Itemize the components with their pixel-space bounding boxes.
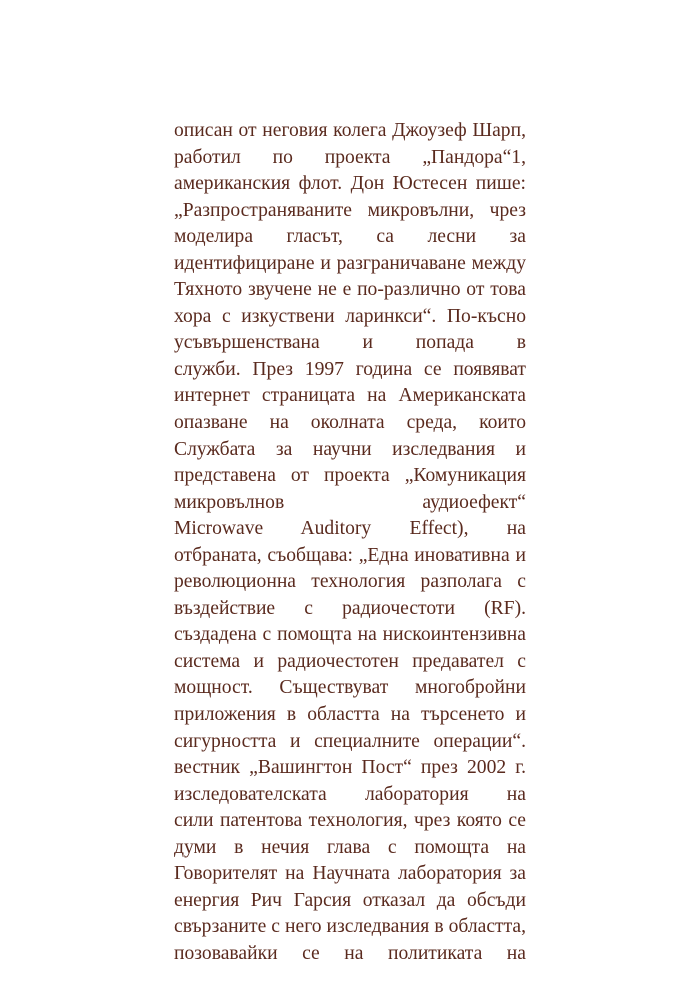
text-line: енергия Рич Гарсия отказал да обсъди (174, 889, 526, 911)
text-line: „Разпространяваните микровълни, чрез (174, 199, 526, 221)
text-line: свързаните с него изследвания в областта, (174, 916, 526, 938)
text-line: интернет страницата на Американската (174, 385, 526, 407)
text-line: усъвършенствана и попада в (174, 332, 526, 354)
text-line: Говорителят на Научната лаборатория за (174, 863, 526, 885)
text-line: моделира гласът, са лесни за (174, 226, 526, 248)
text-line: описан от неговия колега Джоузеф Шарп, (174, 120, 526, 141)
text-line: система и радиочестотен предавател с (174, 650, 526, 672)
text-line: работил по проекта „Пандора“1, (174, 146, 526, 168)
body-text (174, 118, 526, 968)
text-line: микровълнов аудиоефект“ (174, 491, 526, 513)
text-line: отбраната, съобщава: „Една иновативна и (174, 544, 526, 566)
text-line: сили патентова технология, чрез която се (174, 810, 526, 832)
text-line: Microwave Auditory Effect), на (174, 518, 526, 540)
text-line: опазване на околната среда, които (174, 412, 526, 434)
text-line: служби. През 1997 година се появяват (174, 358, 526, 380)
text-line: американския флот. Дон Юстесен пише: (174, 173, 526, 195)
text-line: въздействие с радиочестоти (RF). (174, 597, 526, 619)
text-line: думи в нечия глава с помощта на (174, 836, 526, 858)
text-line: хора с изкуствени ларинкси“. По-късно (174, 305, 526, 327)
text-line: приложения в областта на търсенето и (174, 704, 526, 726)
text-line: вестник „Вашингтон Пост“ през 2002 г. (174, 757, 526, 779)
text-line: революционна технология разполага с (174, 571, 526, 593)
text-line: сигурността и специалните операции“. (174, 730, 526, 752)
text-line: изследователската лаборатория на (174, 783, 526, 805)
text-line: представена от проекта „Комуникация (174, 465, 526, 487)
text-line: Службата за научни изследвания и (174, 438, 526, 460)
text-line: Тяхното звучене не е по-различно от това (174, 279, 526, 301)
text-line: позовавайки се на политиката на (174, 942, 526, 964)
text-line: мощност. Съществуват многобройни (174, 677, 526, 699)
text-line: идентифициране и разграничаване между (174, 252, 526, 274)
text-line: създадена с помощта на нискоинтензивна (174, 624, 526, 646)
